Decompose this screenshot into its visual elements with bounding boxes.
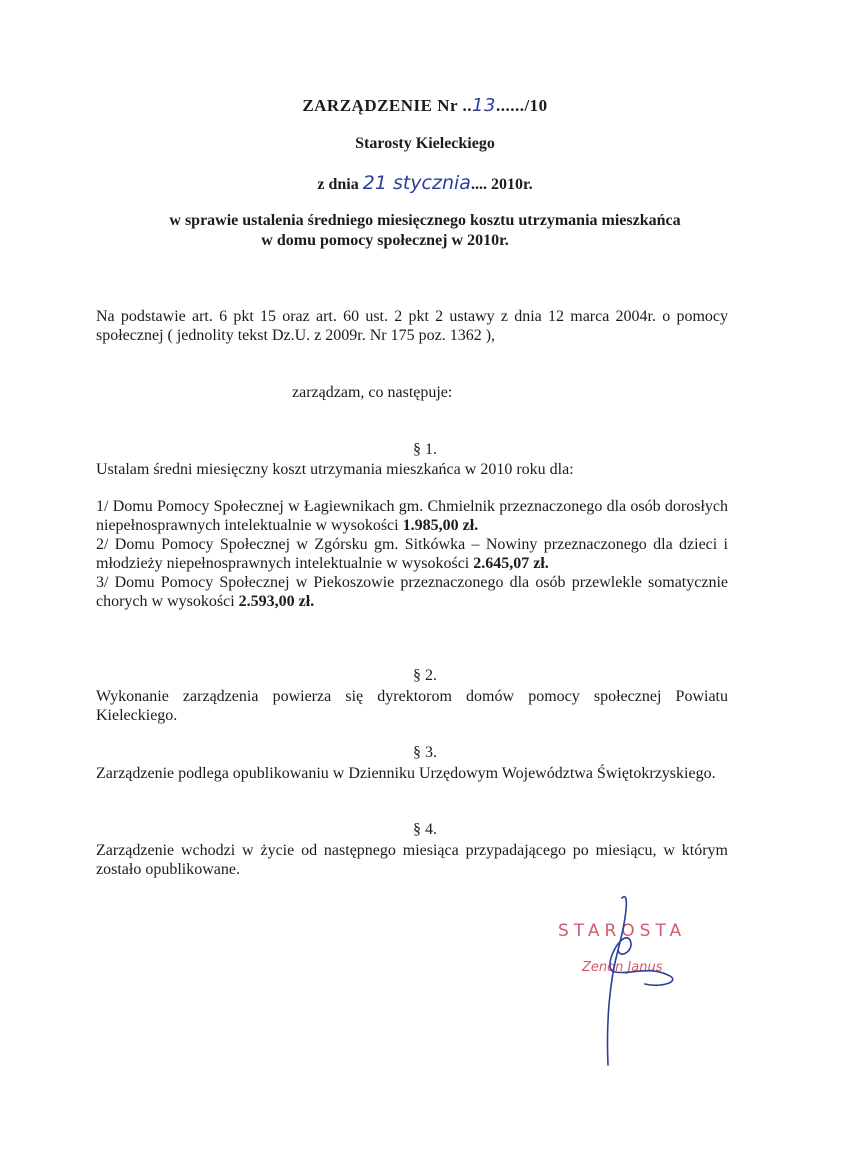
section-2-text: Wykonanie zarządzenia powierza się dyrektorom domów pomocy społecznej Powiatu Kieleckiego. <box>96 688 728 724</box>
list-item-2-amount: 2.645,07 zł. <box>473 555 549 572</box>
document-title <box>0 95 850 116</box>
list-item-3 <box>96 573 728 611</box>
handwritten-signature <box>560 880 720 1080</box>
date-prefix: z dnia <box>317 176 363 193</box>
subject-line-1: w sprawie ustalenia średniego miesięcznego kosztu utrzymania mieszkańca <box>169 212 681 229</box>
section-4-heading: § 4. <box>413 821 437 838</box>
list-item-1-amount: 1.985,00 zł. <box>402 517 479 534</box>
list-item-2-text: 2/ Domu Pomocy Społecznej w Zgórsku gm. Sitkówka – Nowiny przeznaczonego dla dzieci i młodzieży niepełnosprawnych intelektualnie w wysokości <box>96 536 728 572</box>
date-suffix: .... 2010r. <box>470 176 533 193</box>
section-1-intro: Ustalam średni miesięczny koszt utrzymania mieszkańca w 2010 roku dla: <box>96 461 574 478</box>
handwritten-date: 21 stycznia <box>362 172 471 194</box>
list-item-1-text: 1/ Domu Pomocy Społecznej w Łagiewnikach gm. Chmielnik przeznaczonego dla osób dorosłych niepełnosprawnych intelektualnie w wysokości <box>96 498 728 534</box>
section-3-text: Zarządzenie podlega opublikowaniu w Dzienniku Urzędowym Województwa Świętokrzyskiego. <box>96 765 716 782</box>
stamp-name: Zenon Janus <box>582 960 663 975</box>
subject-line-2: w domu pomocy społecznej w 2010r. <box>261 232 509 249</box>
stamp-title: STAROSTA <box>558 921 687 941</box>
date-line <box>0 172 850 194</box>
issuer: Starosty Kieleckiego <box>355 135 495 152</box>
legal-basis: Na podstawie art. 6 pkt 15 oraz art. 60 ust. 2 pkt 2 ustawy z dnia 12 marca 2004r. o pomocy społecznej ( jednolity tekst Dz.U. z 2009r. Nr 175 poz. 1362 ), <box>96 308 728 344</box>
title-suffix: ....../10 <box>495 96 548 115</box>
decree-phrase: zarządzam, co następuje: <box>292 384 453 401</box>
list-item-3-text: 3/ Domu Pomocy Społecznej w Piekoszowie przeznaczonego dla osób przewlekle somatycznie chorych w wysokości <box>96 574 728 610</box>
section-1-heading: § 1. <box>413 441 437 458</box>
section-2-heading: § 2. <box>413 667 437 684</box>
section-3-heading: § 3. <box>413 744 437 761</box>
list-item-1 <box>96 497 728 535</box>
section-4-text: Zarządzenie wchodzi w życie od następnego miesiąca przypadającego po miesiącu, w którym zostało opublikowane. <box>96 842 728 878</box>
list-item-2 <box>96 535 728 573</box>
handwritten-number: 13 <box>472 95 496 116</box>
list-item-3-amount: 2.593,00 zł. <box>238 593 315 610</box>
title-prefix: ZARZĄDZENIE Nr .. <box>302 96 473 115</box>
